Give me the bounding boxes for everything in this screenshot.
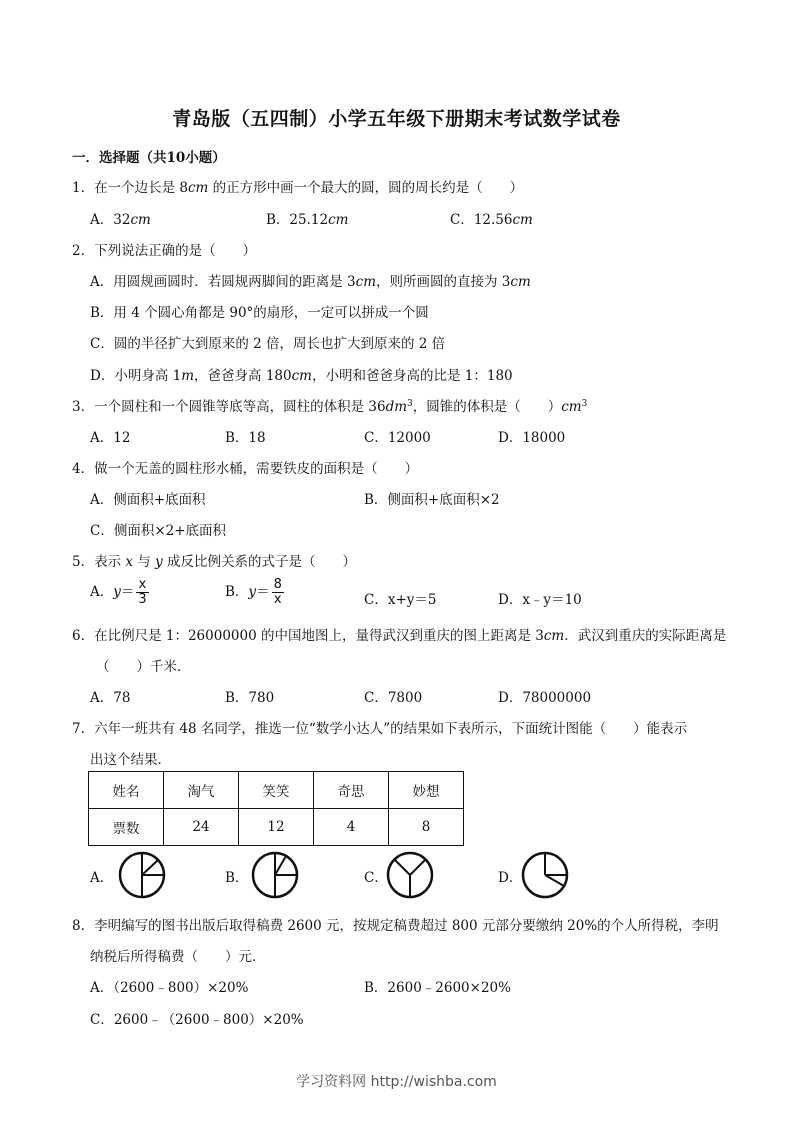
question-2-stem: 2．下列说法正确的是（ ） bbox=[72, 243, 257, 259]
question-4-option-c[interactable]: C．侧面积×2+底面积 bbox=[90, 523, 227, 539]
question-6-stem-line-1: 6．在比例尺是 1：26000000 的中国地图上，量得武汉到重庆的图上距离是 3cm．武汉到重庆的实际距离是 bbox=[72, 628, 727, 644]
table-cell: 票数 bbox=[89, 809, 164, 846]
question-7-option-b[interactable]: B． bbox=[225, 870, 249, 886]
exam-title: 青岛版（五四制）小学五年级下册期末考试数学试卷 bbox=[172, 108, 621, 130]
fraction-8-over-x: $\frac{8}{x}$ bbox=[273, 577, 282, 607]
question-4-option-a[interactable]: A．侧面积+底面积 bbox=[90, 492, 206, 508]
question-8-option-c[interactable]: C．2600﹣（2600﹣800）×20% bbox=[90, 1012, 304, 1028]
question-8-option-b[interactable]: B．2600﹣2600×20% bbox=[364, 980, 511, 996]
table-cell: 妙想 bbox=[389, 772, 464, 809]
table-cell: 8 bbox=[389, 809, 464, 846]
question-2-option-c[interactable]: C．圆的半径扩大到原来的 2 倍，周长也扩大到原来的 2 倍 bbox=[90, 336, 446, 352]
question-2-option-b[interactable]: B．用 4 个圆心角都是 90°的扇形，一定可以拼成一个圆 bbox=[90, 305, 429, 321]
question-8-option-a[interactable]: A．（2600﹣800）×20% bbox=[90, 980, 249, 996]
question-4-option-b[interactable]: B．侧面积+底面积×2 bbox=[364, 492, 500, 508]
question-1-option-a[interactable]: A．32cm bbox=[90, 212, 151, 228]
question-7-stem-line-2: 出这个结果． bbox=[90, 752, 171, 768]
table-cell: 淘气 bbox=[164, 772, 239, 809]
table-cell: 24 bbox=[164, 809, 239, 846]
question-6-stem-line-2: （ ）千米． bbox=[96, 659, 191, 675]
table-cell: 12 bbox=[239, 809, 314, 846]
question-7-option-a[interactable]: A． bbox=[90, 870, 114, 886]
table-cell: 笑笑 bbox=[239, 772, 314, 809]
question-8-stem-line-1: 8．李明编写的图书出版后取得稿费 2600 元，按规定稿费超过 800 元部分要缴纳 20%的个人所得税，李明 bbox=[72, 918, 719, 934]
fraction-x-over-3: $\frac{x}{3}$ bbox=[138, 577, 147, 607]
question-1-option-b[interactable]: B．25.12cm bbox=[266, 212, 349, 228]
question-5-stem: 5．表示 x 与 y 成反比例关系的式子是（ ） bbox=[72, 554, 357, 570]
question-6-option-d[interactable]: D．78000000 bbox=[498, 690, 592, 706]
question-3-stem: 3．一个圆柱和一个圆锥等底等高，圆柱的体积是 $36dm^3$，圆锥的体积是（ ）$cm^3$ bbox=[72, 399, 588, 415]
table-cell: 姓名 bbox=[89, 772, 164, 809]
footer-watermark: 学习资料网 http://wishba.com bbox=[296, 1074, 497, 1090]
question-5-option-b[interactable]: B．y＝ $\frac{8}{x}$ bbox=[225, 577, 282, 607]
question-2-option-a[interactable]: A．用圆规画圆时．若圆规两脚间的距离是 3cm，则所画圆的直接为 3cm bbox=[90, 274, 531, 290]
section-heading: 一．选择题（共10小题） bbox=[72, 150, 226, 166]
pie-chart-option-a bbox=[117, 850, 167, 900]
question-1-stem: 1．在一个边长是 8cm 的正方形中画一个最大的圆，圆的周长约是（ ） bbox=[72, 180, 524, 196]
question-6-option-a[interactable]: A．78 bbox=[90, 690, 131, 706]
pie-chart-option-c bbox=[385, 850, 435, 900]
question-3-option-b[interactable]: B．18 bbox=[225, 430, 266, 446]
table-cell: 4 bbox=[314, 809, 389, 846]
question-8-stem-line-2: 纳税后所得稿费（ ）元． bbox=[90, 949, 266, 965]
question-3-option-d[interactable]: D．18000 bbox=[498, 430, 566, 446]
question-6-option-c[interactable]: C．7800 bbox=[364, 690, 423, 706]
vote-table bbox=[88, 771, 464, 846]
question-1-option-c[interactable]: C．12.56cm bbox=[450, 212, 533, 228]
table-row bbox=[89, 809, 464, 846]
question-7-stem-line-1: 7．六年一班共有 48 名同学，推选一位“数学小达人”的结果如下表所示，下面统计图能（ ）能表示 bbox=[72, 721, 688, 737]
question-7-option-c[interactable]: C． bbox=[364, 870, 388, 886]
question-6-option-b[interactable]: B．780 bbox=[225, 690, 275, 706]
question-2-option-d[interactable]: D．小明身高 1m，爸爸身高 180cm，小明和爸爸身高的比是 1：180 bbox=[90, 368, 513, 384]
table-cell: 奇思 bbox=[314, 772, 389, 809]
pie-chart-option-b bbox=[250, 850, 300, 900]
question-4-stem: 4．做一个无盖的圆柱形水桶，需要铁皮的面积是（ ） bbox=[72, 461, 419, 477]
table-row bbox=[89, 772, 464, 809]
question-5-option-c[interactable]: C．x+y＝5 bbox=[364, 592, 437, 608]
pie-chart-option-d bbox=[520, 850, 570, 900]
question-3-option-a[interactable]: A．12 bbox=[90, 430, 131, 446]
question-5-option-d[interactable]: D．x﹣y＝10 bbox=[498, 592, 582, 608]
question-3-option-c[interactable]: C．12000 bbox=[364, 430, 431, 446]
question-7-option-d[interactable]: D． bbox=[498, 870, 523, 886]
question-5-option-a[interactable]: A．y＝ $\frac{x}{3}$ bbox=[90, 577, 147, 607]
